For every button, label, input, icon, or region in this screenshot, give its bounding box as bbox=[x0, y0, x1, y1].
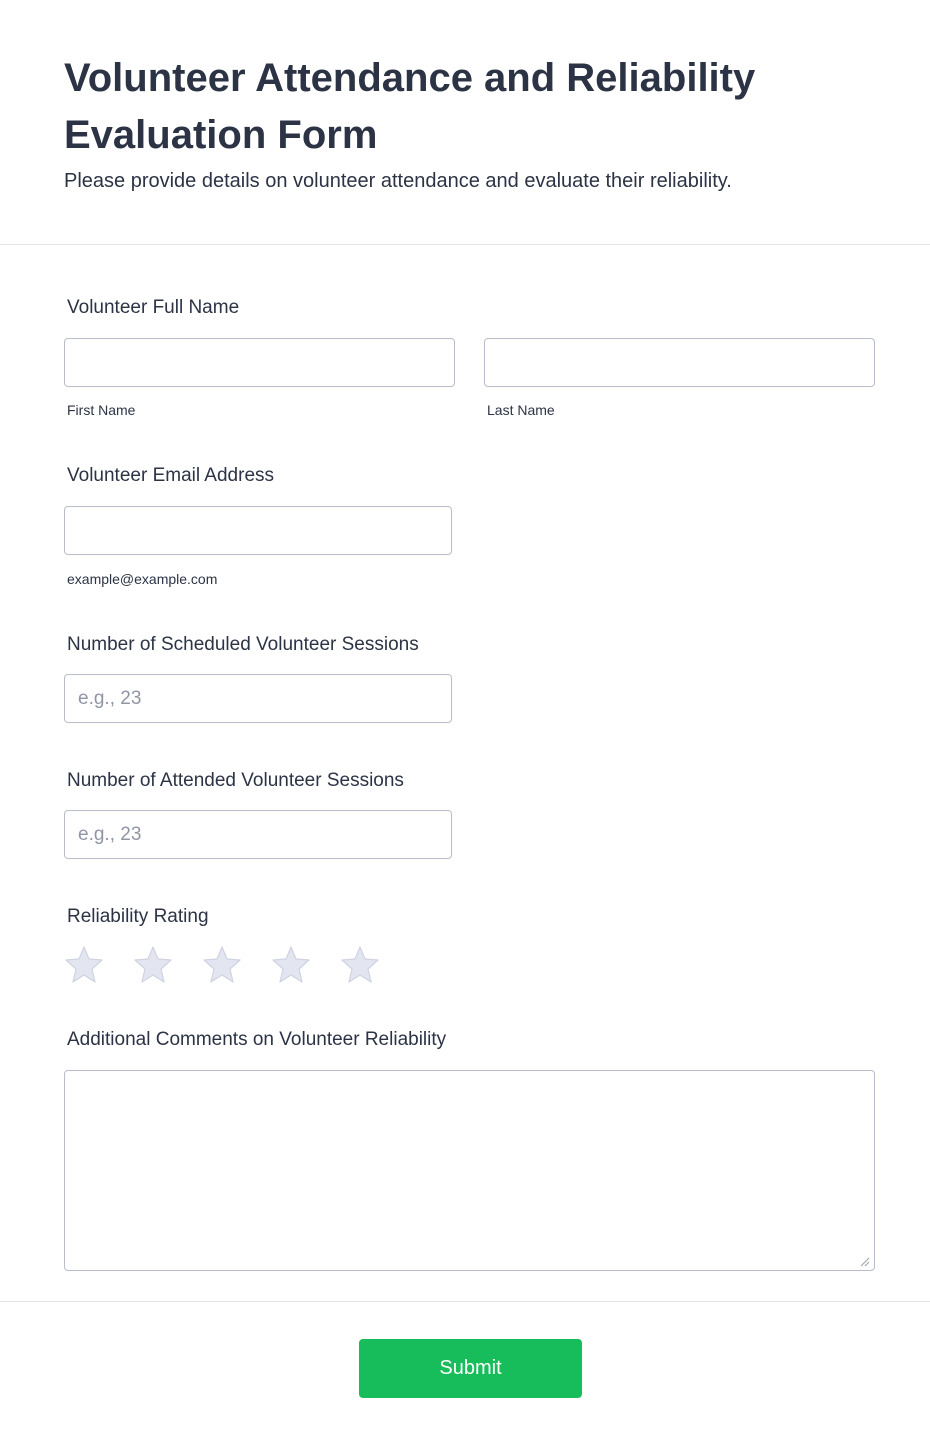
star-icon[interactable] bbox=[64, 945, 104, 985]
form-header bbox=[0, 0, 930, 245]
scheduled-sessions-input[interactable] bbox=[64, 674, 452, 723]
attended-sessions-label: Number of Attended Volunteer Sessions bbox=[67, 770, 404, 791]
attended-sessions-input[interactable] bbox=[64, 810, 452, 859]
last-name-sublabel: Last Name bbox=[487, 402, 555, 418]
full-name-label: Volunteer Full Name bbox=[67, 297, 240, 318]
form-subtitle: Please provide details on volunteer attendance and evaluate their reliability. bbox=[64, 170, 732, 192]
first-name-input[interactable] bbox=[64, 338, 455, 387]
reliability-rating-label: Reliability Rating bbox=[67, 906, 209, 927]
submit-button[interactable]: Submit bbox=[359, 1339, 582, 1398]
comments-label: Additional Comments on Volunteer Reliability bbox=[67, 1029, 447, 1050]
star-icon[interactable] bbox=[271, 945, 311, 985]
star-icon[interactable] bbox=[133, 945, 173, 985]
resize-handle-icon[interactable] bbox=[858, 1255, 870, 1267]
email-sublabel: example@example.com bbox=[67, 571, 218, 587]
form-title: Volunteer Attendance and Reliability Evaluation Form bbox=[64, 56, 756, 157]
star-icon[interactable] bbox=[340, 945, 380, 985]
first-name-sublabel: First Name bbox=[67, 402, 136, 418]
last-name-input[interactable] bbox=[484, 338, 875, 387]
footer-divider bbox=[0, 1301, 930, 1302]
scheduled-sessions-label: Number of Scheduled Volunteer Sessions bbox=[67, 634, 419, 655]
email-label: Volunteer Email Address bbox=[67, 465, 275, 486]
email-input[interactable] bbox=[64, 506, 452, 555]
star-icon[interactable] bbox=[202, 945, 242, 985]
comments-textarea[interactable] bbox=[64, 1070, 875, 1271]
